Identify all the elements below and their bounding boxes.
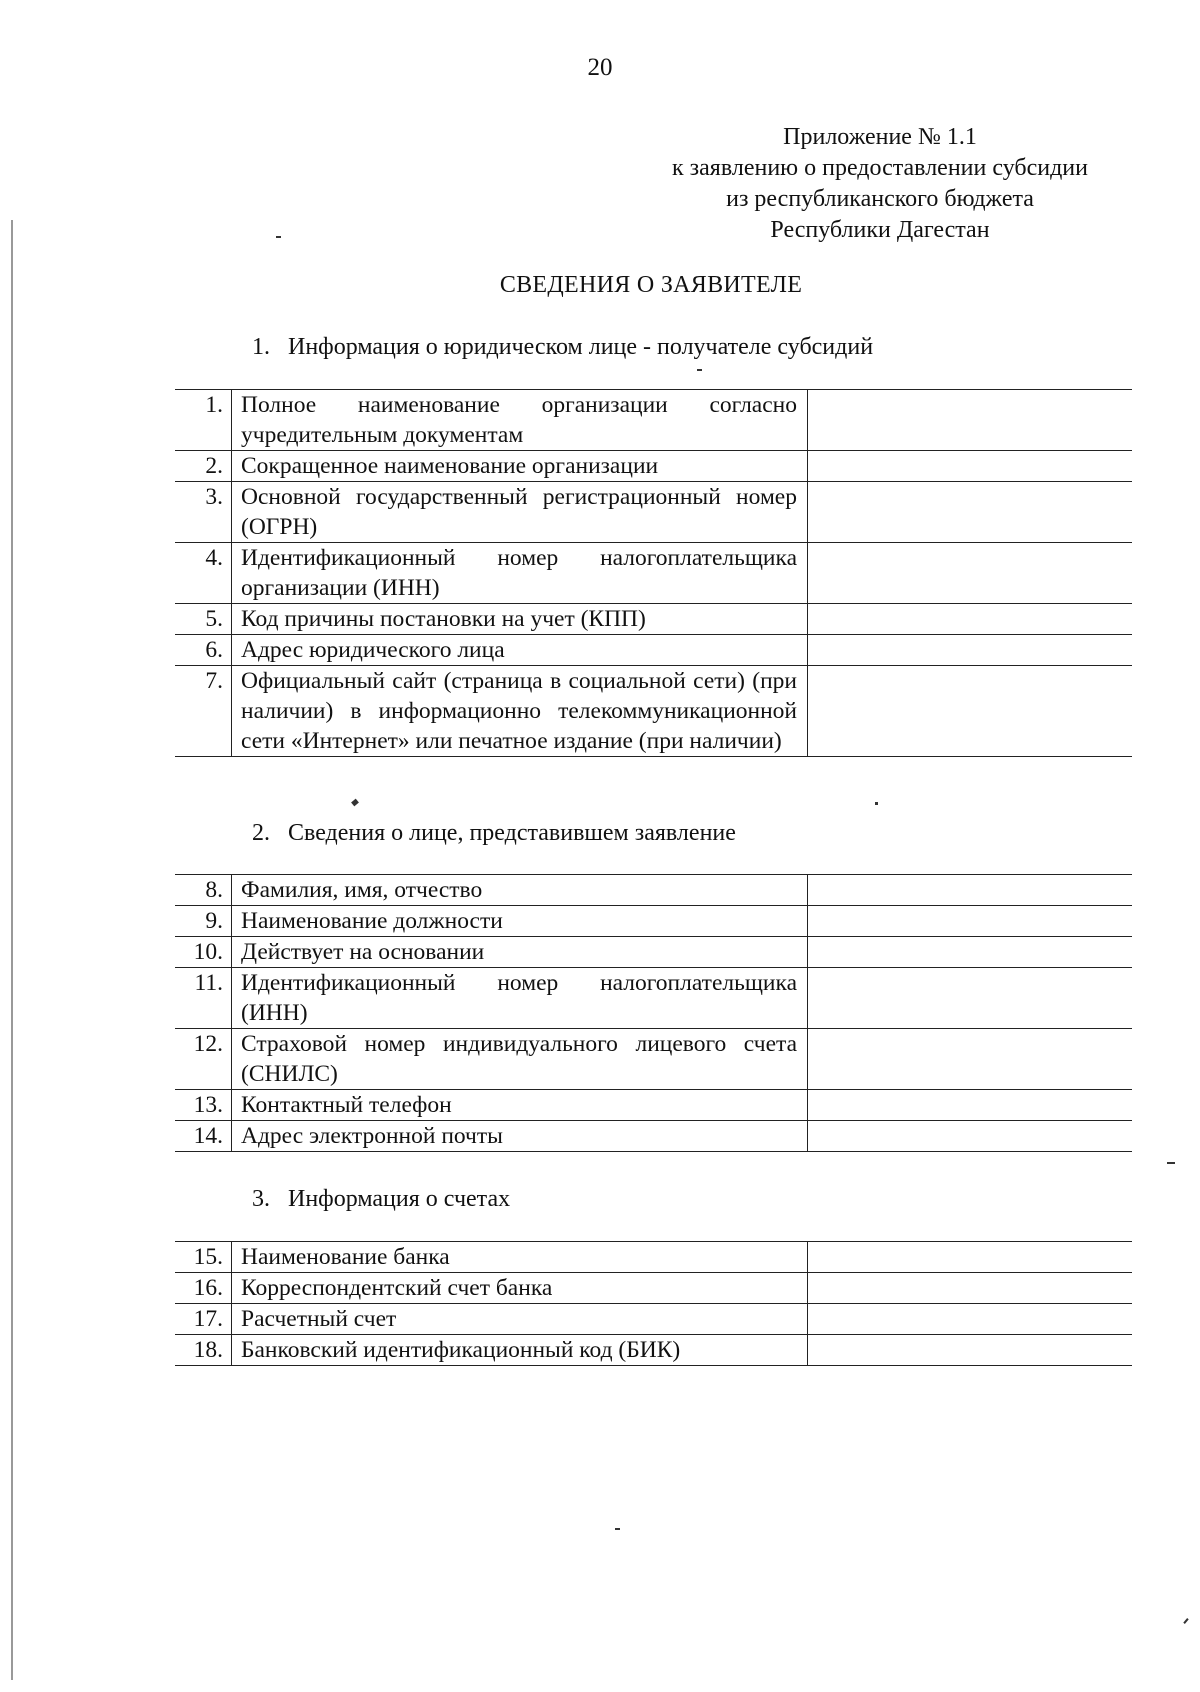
appendix-line: к заявлению о предоставлении субсидии xyxy=(672,155,1088,181)
row-number: 18. xyxy=(175,1335,232,1366)
section-heading-accounts xyxy=(252,1186,510,1213)
table-row xyxy=(175,968,1132,1029)
table-row xyxy=(175,937,1132,968)
table-row xyxy=(175,543,1132,604)
row-label: Код причины постановки на учет (КПП) xyxy=(232,604,808,635)
appendix-line: из республиканского бюджета xyxy=(726,186,1034,212)
row-value-field[interactable] xyxy=(808,1335,1133,1366)
row-label: Контактный телефон xyxy=(232,1090,808,1121)
row-number: 2. xyxy=(175,451,232,482)
row-number: 4. xyxy=(175,543,232,604)
table-row xyxy=(175,1090,1132,1121)
table-row xyxy=(175,1029,1132,1090)
row-value-field[interactable] xyxy=(808,635,1133,666)
row-value-field[interactable] xyxy=(808,906,1133,937)
row-number: 14. xyxy=(175,1121,232,1152)
section-title: Сведения о лице, представившем заявление xyxy=(288,820,736,846)
accounts-table xyxy=(175,1241,1132,1366)
row-value-field[interactable] xyxy=(808,1029,1133,1090)
section-heading-applicant xyxy=(252,820,736,847)
scan-speck xyxy=(875,802,878,805)
row-label: Фамилия, имя, отчество xyxy=(232,875,808,906)
row-value-field[interactable] xyxy=(808,451,1133,482)
table-row xyxy=(175,875,1132,906)
table-row xyxy=(175,1121,1132,1152)
row-number: 3. xyxy=(175,482,232,543)
appendix-line: Республики Дагестан xyxy=(770,217,990,243)
row-label: Адрес юридического лица xyxy=(232,635,808,666)
row-label: Идентификационный номер налогоплательщика организации (ИНН) xyxy=(232,543,808,604)
section-title: Информация о юридическом лице - получателе субсидий xyxy=(288,334,874,360)
row-value-field[interactable] xyxy=(808,390,1133,451)
scan-speck xyxy=(276,236,281,238)
table-row xyxy=(175,1304,1132,1335)
table-row xyxy=(175,906,1132,937)
legal-entity-table xyxy=(175,389,1132,757)
row-label: Страховой номер индивидуального лицевого счета (СНИЛС) xyxy=(232,1029,808,1090)
row-number: 8. xyxy=(175,875,232,906)
row-value-field[interactable] xyxy=(808,1121,1133,1152)
row-value-field[interactable] xyxy=(808,543,1133,604)
section-number: 1. xyxy=(252,334,270,360)
row-number: 5. xyxy=(175,604,232,635)
row-label: Основной государственный регистрационный номер (ОГРН) xyxy=(232,482,808,543)
table-row xyxy=(175,666,1132,757)
appendix-caption xyxy=(640,122,1120,246)
section-number: 3. xyxy=(252,1186,270,1212)
page-number: 20 xyxy=(587,54,613,81)
appendix-line: Приложение № 1.1 xyxy=(783,124,977,150)
scan-speck xyxy=(351,799,359,807)
row-value-field[interactable] xyxy=(808,968,1133,1029)
row-label: Наименование банка xyxy=(232,1242,808,1273)
row-value-field[interactable] xyxy=(808,482,1133,543)
scan-speck xyxy=(697,369,702,371)
row-label: Расчетный счет xyxy=(232,1304,808,1335)
row-value-field[interactable] xyxy=(808,604,1133,635)
table-row xyxy=(175,482,1132,543)
row-label: Наименование должности xyxy=(232,906,808,937)
row-number: 6. xyxy=(175,635,232,666)
row-label: Официальный сайт (страница в социальной сети) (при наличии) в информационно телекоммуникационной сети «Интернет» или печатное издание (при наличии) xyxy=(232,666,808,757)
row-number: 9. xyxy=(175,906,232,937)
section-heading-legal-entity xyxy=(252,334,873,361)
row-label: Корреспондентский счет банка xyxy=(232,1273,808,1304)
row-label: Полное наименование организации согласно учредительным документам xyxy=(232,390,808,451)
row-label: Сокращенное наименование организации xyxy=(232,451,808,482)
row-number: 1. xyxy=(175,390,232,451)
table-row xyxy=(175,604,1132,635)
row-number: 17. xyxy=(175,1304,232,1335)
table-row xyxy=(175,1273,1132,1304)
row-value-field[interactable] xyxy=(808,666,1133,757)
row-number: 7. xyxy=(175,666,232,757)
row-value-field[interactable] xyxy=(808,937,1133,968)
row-number: 13. xyxy=(175,1090,232,1121)
applicant-table xyxy=(175,874,1132,1152)
row-label: Адрес электронной почты xyxy=(232,1121,808,1152)
table-row xyxy=(175,390,1132,451)
section-title: Информация о счетах xyxy=(288,1186,511,1212)
row-value-field[interactable] xyxy=(808,1304,1133,1335)
scan-edge-line xyxy=(11,220,13,1680)
section-number: 2. xyxy=(252,820,270,846)
row-label: Действует на основании xyxy=(232,937,808,968)
table-row xyxy=(175,451,1132,482)
row-number: 15. xyxy=(175,1242,232,1273)
row-number: 11. xyxy=(175,968,232,1029)
row-value-field[interactable] xyxy=(808,1090,1133,1121)
row-number: 16. xyxy=(175,1273,232,1304)
scan-speck xyxy=(615,1528,620,1530)
table-row xyxy=(175,1335,1132,1366)
row-label: Идентификационный номер налогоплательщика (ИНН) xyxy=(232,968,808,1029)
row-value-field[interactable] xyxy=(808,1242,1133,1273)
row-value-field[interactable] xyxy=(808,1273,1133,1304)
row-value-field[interactable] xyxy=(808,875,1133,906)
row-label: Банковский идентификационный код (БИК) xyxy=(232,1335,808,1366)
table-row xyxy=(175,1242,1132,1273)
document-title: СВЕДЕНИЯ О ЗАЯВИТЕЛЕ xyxy=(499,272,803,298)
row-number: 12. xyxy=(175,1029,232,1090)
table-row xyxy=(175,635,1132,666)
row-number: 10. xyxy=(175,937,232,968)
scan-speck xyxy=(1183,1618,1188,1624)
scan-speck xyxy=(1167,1162,1175,1164)
